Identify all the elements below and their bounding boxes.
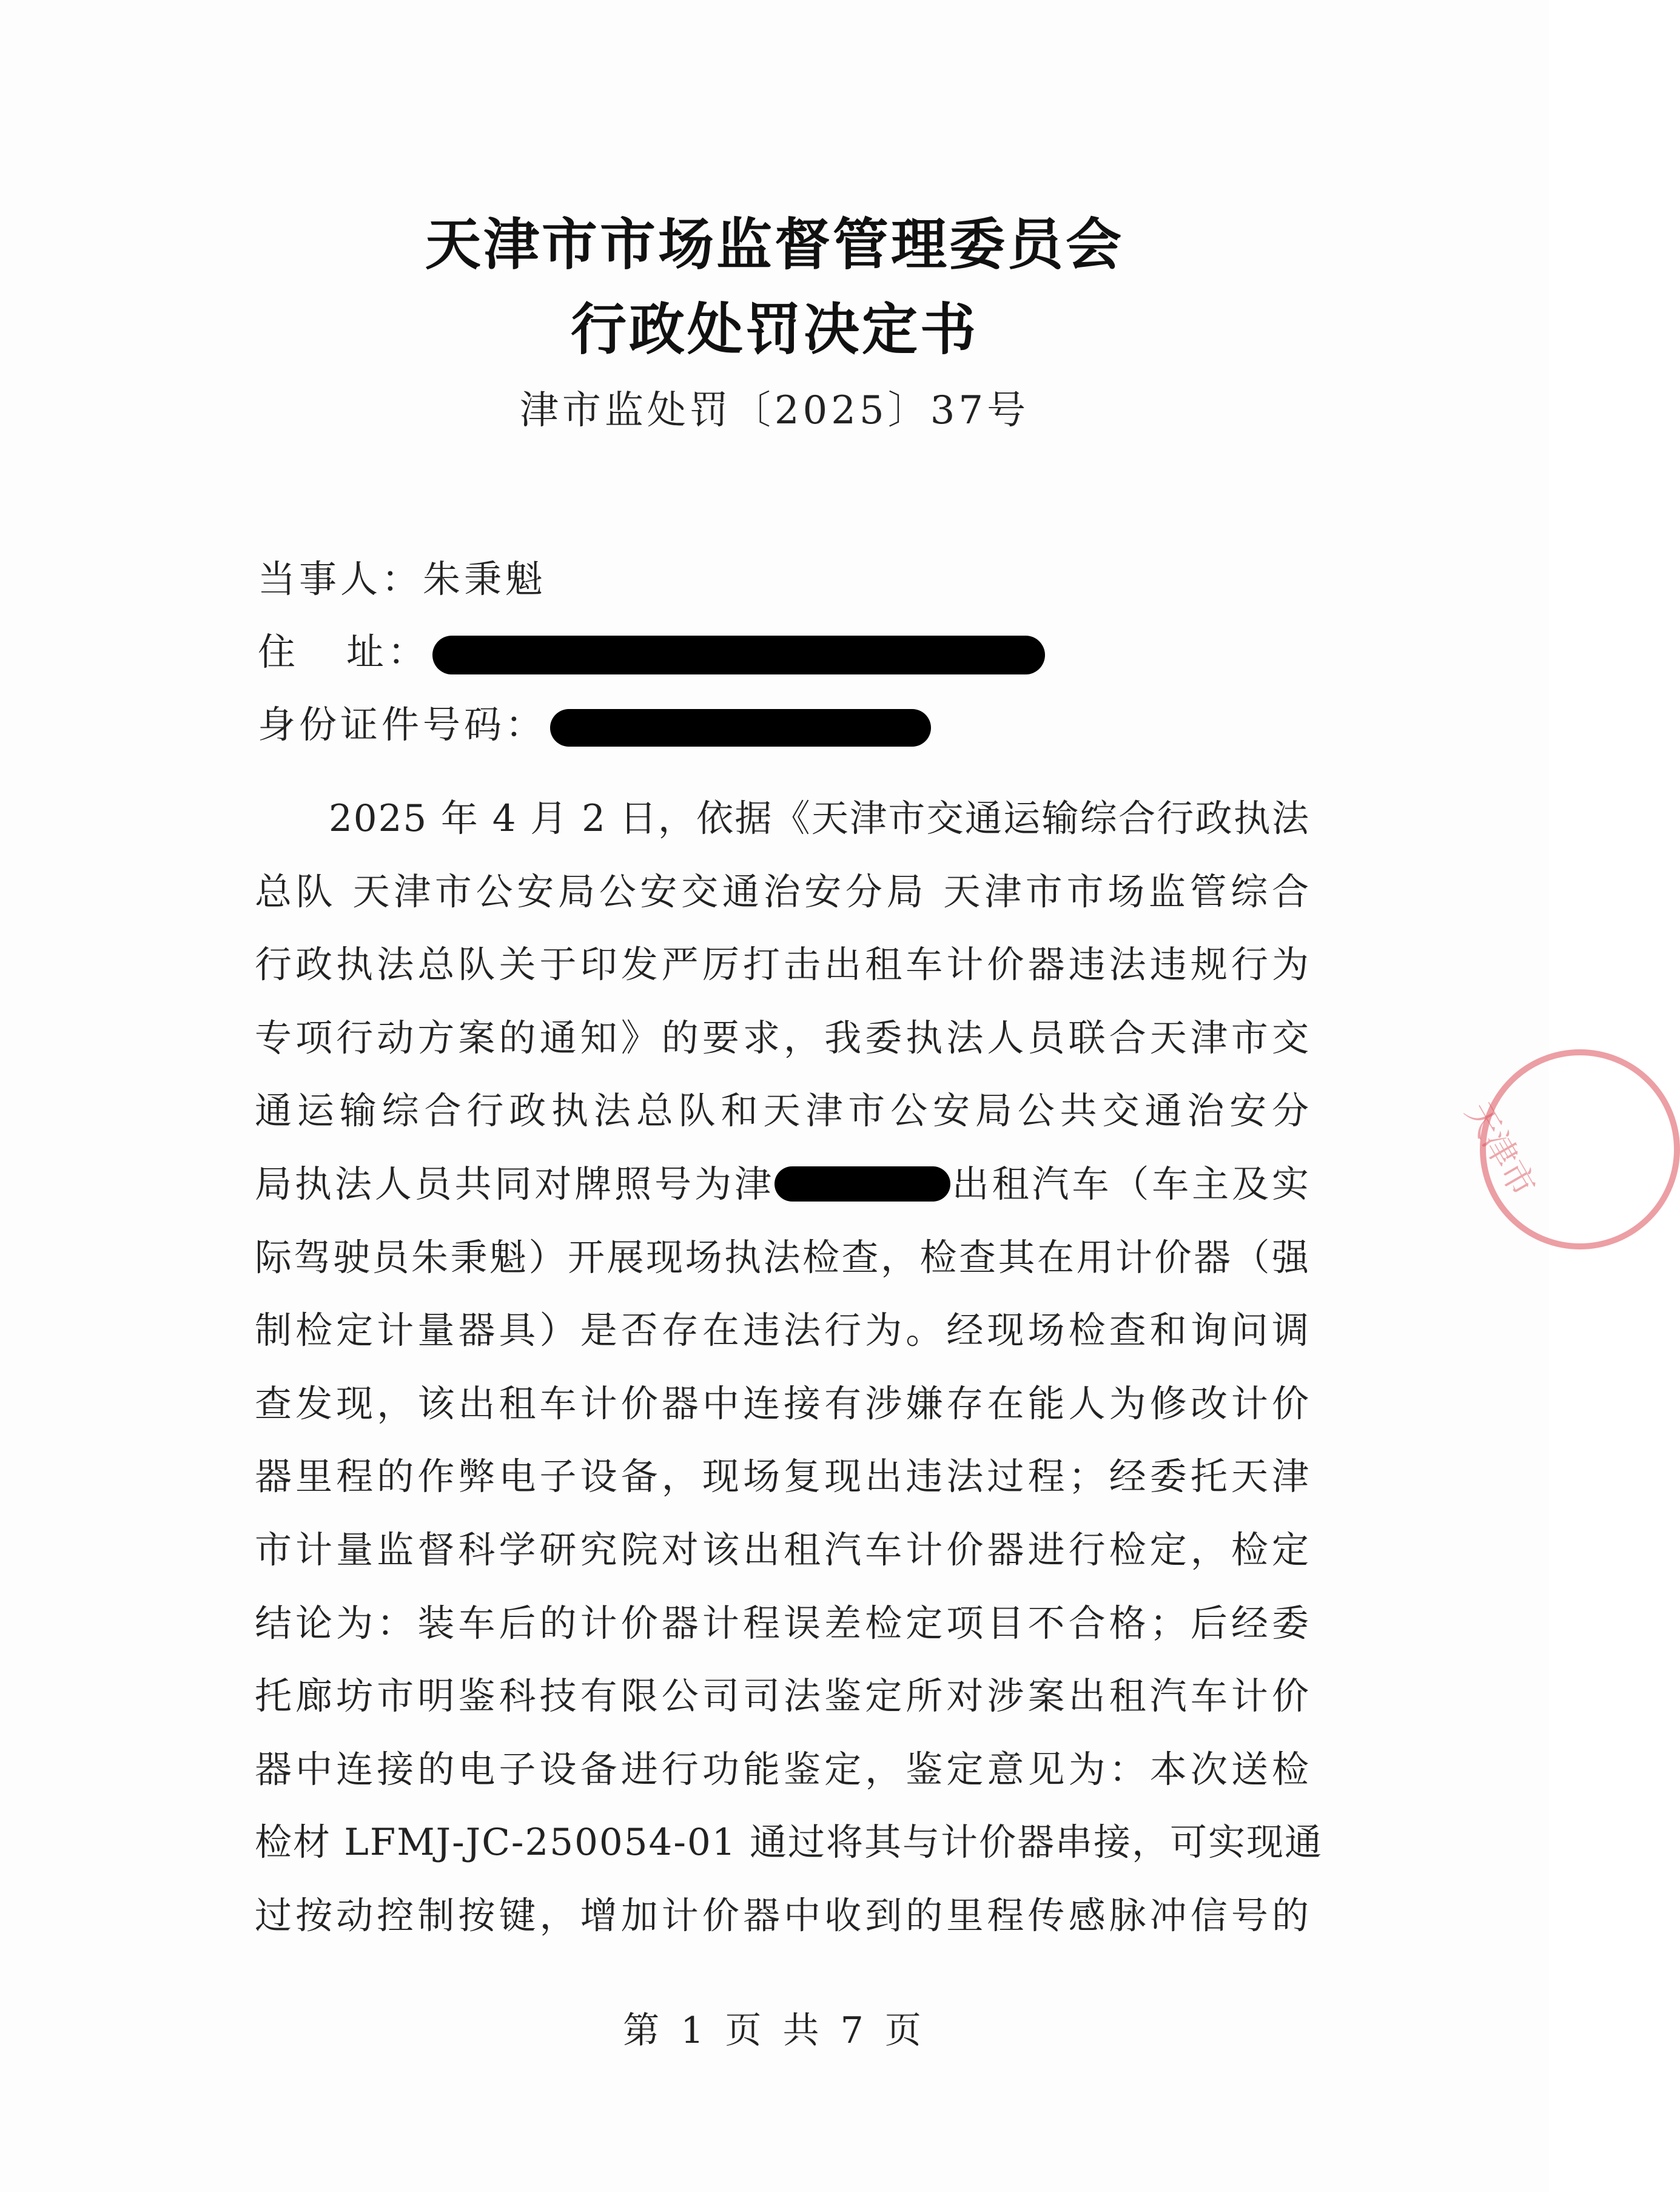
body-line: 结论为：装车后的计价器计程误差检定项目不合格；后经委 <box>255 1601 1310 1645</box>
body-line: 制检定计量器具）是否存在违法行为。经现场检查和询问调 <box>255 1309 1310 1353</box>
body-line: 器中连接的电子设备进行功能鉴定，鉴定意见为：本次送检 <box>255 1747 1310 1791</box>
address-field <box>258 622 1045 676</box>
body-line: 查发现，该出租车计价器中连接有涉嫌存在能人为修改计价 <box>255 1382 1310 1425</box>
body-line: 专项行动方案的通知》的要求，我委执法人员联合天津市交 <box>255 1016 1310 1060</box>
body-line: 检材 LFMJ-JC-250054-01 通过将其与计价器串接，可实现通 <box>255 1821 1323 1864</box>
id-number-redaction <box>550 709 931 747</box>
body-line: 过按动控制按键，增加计价器中收到的里程传感脉冲信号的 <box>255 1894 1310 1937</box>
id-number-field <box>258 694 931 748</box>
page-number: 第 1 页 共 7 页 <box>623 2009 926 2052</box>
id-label: 身份证件号码： <box>258 702 547 747</box>
body-line: 市计量监督科学研究院对该出租汽车计价器进行检定，检定 <box>255 1528 1310 1572</box>
party-label: 当事人： <box>258 557 423 601</box>
seal-text: 天津市 <box>1457 1095 1543 1203</box>
party-name: 朱秉魁 <box>423 557 547 601</box>
document-title-line2: 行政处罚决定书 <box>570 297 978 362</box>
body-line: 2025 年 4 月 2 日，依据《天津市交通运输综合行政执法 <box>329 797 1310 840</box>
address-redaction <box>432 636 1045 674</box>
body-line: 通运输综合行政执法总队和天津市公安局公共交通治安分 <box>255 1089 1310 1133</box>
body-line: 际驾驶员朱秉魁）开展现场执法检查，检查其在用计价器（强 <box>255 1236 1310 1279</box>
party-field <box>258 549 546 603</box>
body-line-plate: 局执法人员共同对牌照号为津 出租汽车（车主及实 <box>255 1162 1310 1206</box>
body-line: 总队 天津市公安局公安交通治安分局 天津市市场监管综合 <box>255 870 1310 913</box>
official-seal <box>1457 1049 1680 1249</box>
body-line: 行政执法总队关于印发严厉打击出租车计价器违法违规行为 <box>255 943 1310 987</box>
body-line: 托廊坊市明鉴科技有限公司司法鉴定所对涉案出租汽车计价 <box>255 1675 1310 1718</box>
body-line: 器里程的作弊电子设备，现场复现出违法过程；经委托天津 <box>255 1455 1310 1499</box>
document-number: 津市监处罚〔2025〕37号 <box>519 388 1030 433</box>
document-title-line1: 天津市市场监督管理委员会 <box>425 212 1124 277</box>
plate-redaction <box>774 1166 950 1202</box>
body-paragraph <box>255 782 1323 1953</box>
address-label: 住 址： <box>258 630 429 674</box>
